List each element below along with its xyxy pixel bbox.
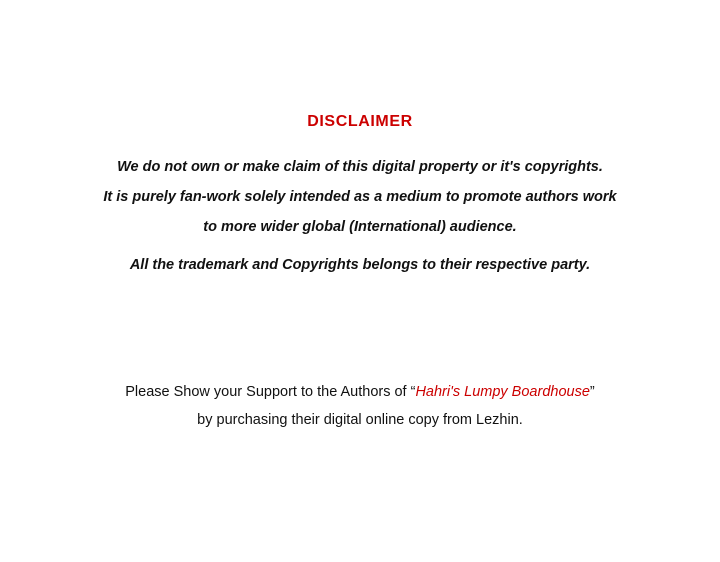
page-title: DISCLAIMER xyxy=(307,113,413,130)
support-text xyxy=(0,378,720,434)
disclaimer-text xyxy=(0,152,720,242)
support-suffix: ” xyxy=(589,384,595,400)
work-title: Hahri's Lumpy Boardhouse xyxy=(415,384,590,400)
support-line-1 xyxy=(0,378,720,406)
disclaimer-line-1: We do not own or make claim of this digital property or it's copyrights. xyxy=(117,159,603,175)
support-prefix: Please Show your Support to the Authors of “ xyxy=(125,384,416,400)
disclaimer-line-3: to more wider global (International) audience. xyxy=(203,219,517,235)
disclaimer-line-2: It is purely fan-work solely intended as a medium to promote authors work xyxy=(103,189,617,205)
trademark-notice: All the trademark and Copyrights belongs to their respective party. xyxy=(129,257,591,273)
support-line-2: by purchasing their digital online copy from Lezhin. xyxy=(197,412,523,428)
